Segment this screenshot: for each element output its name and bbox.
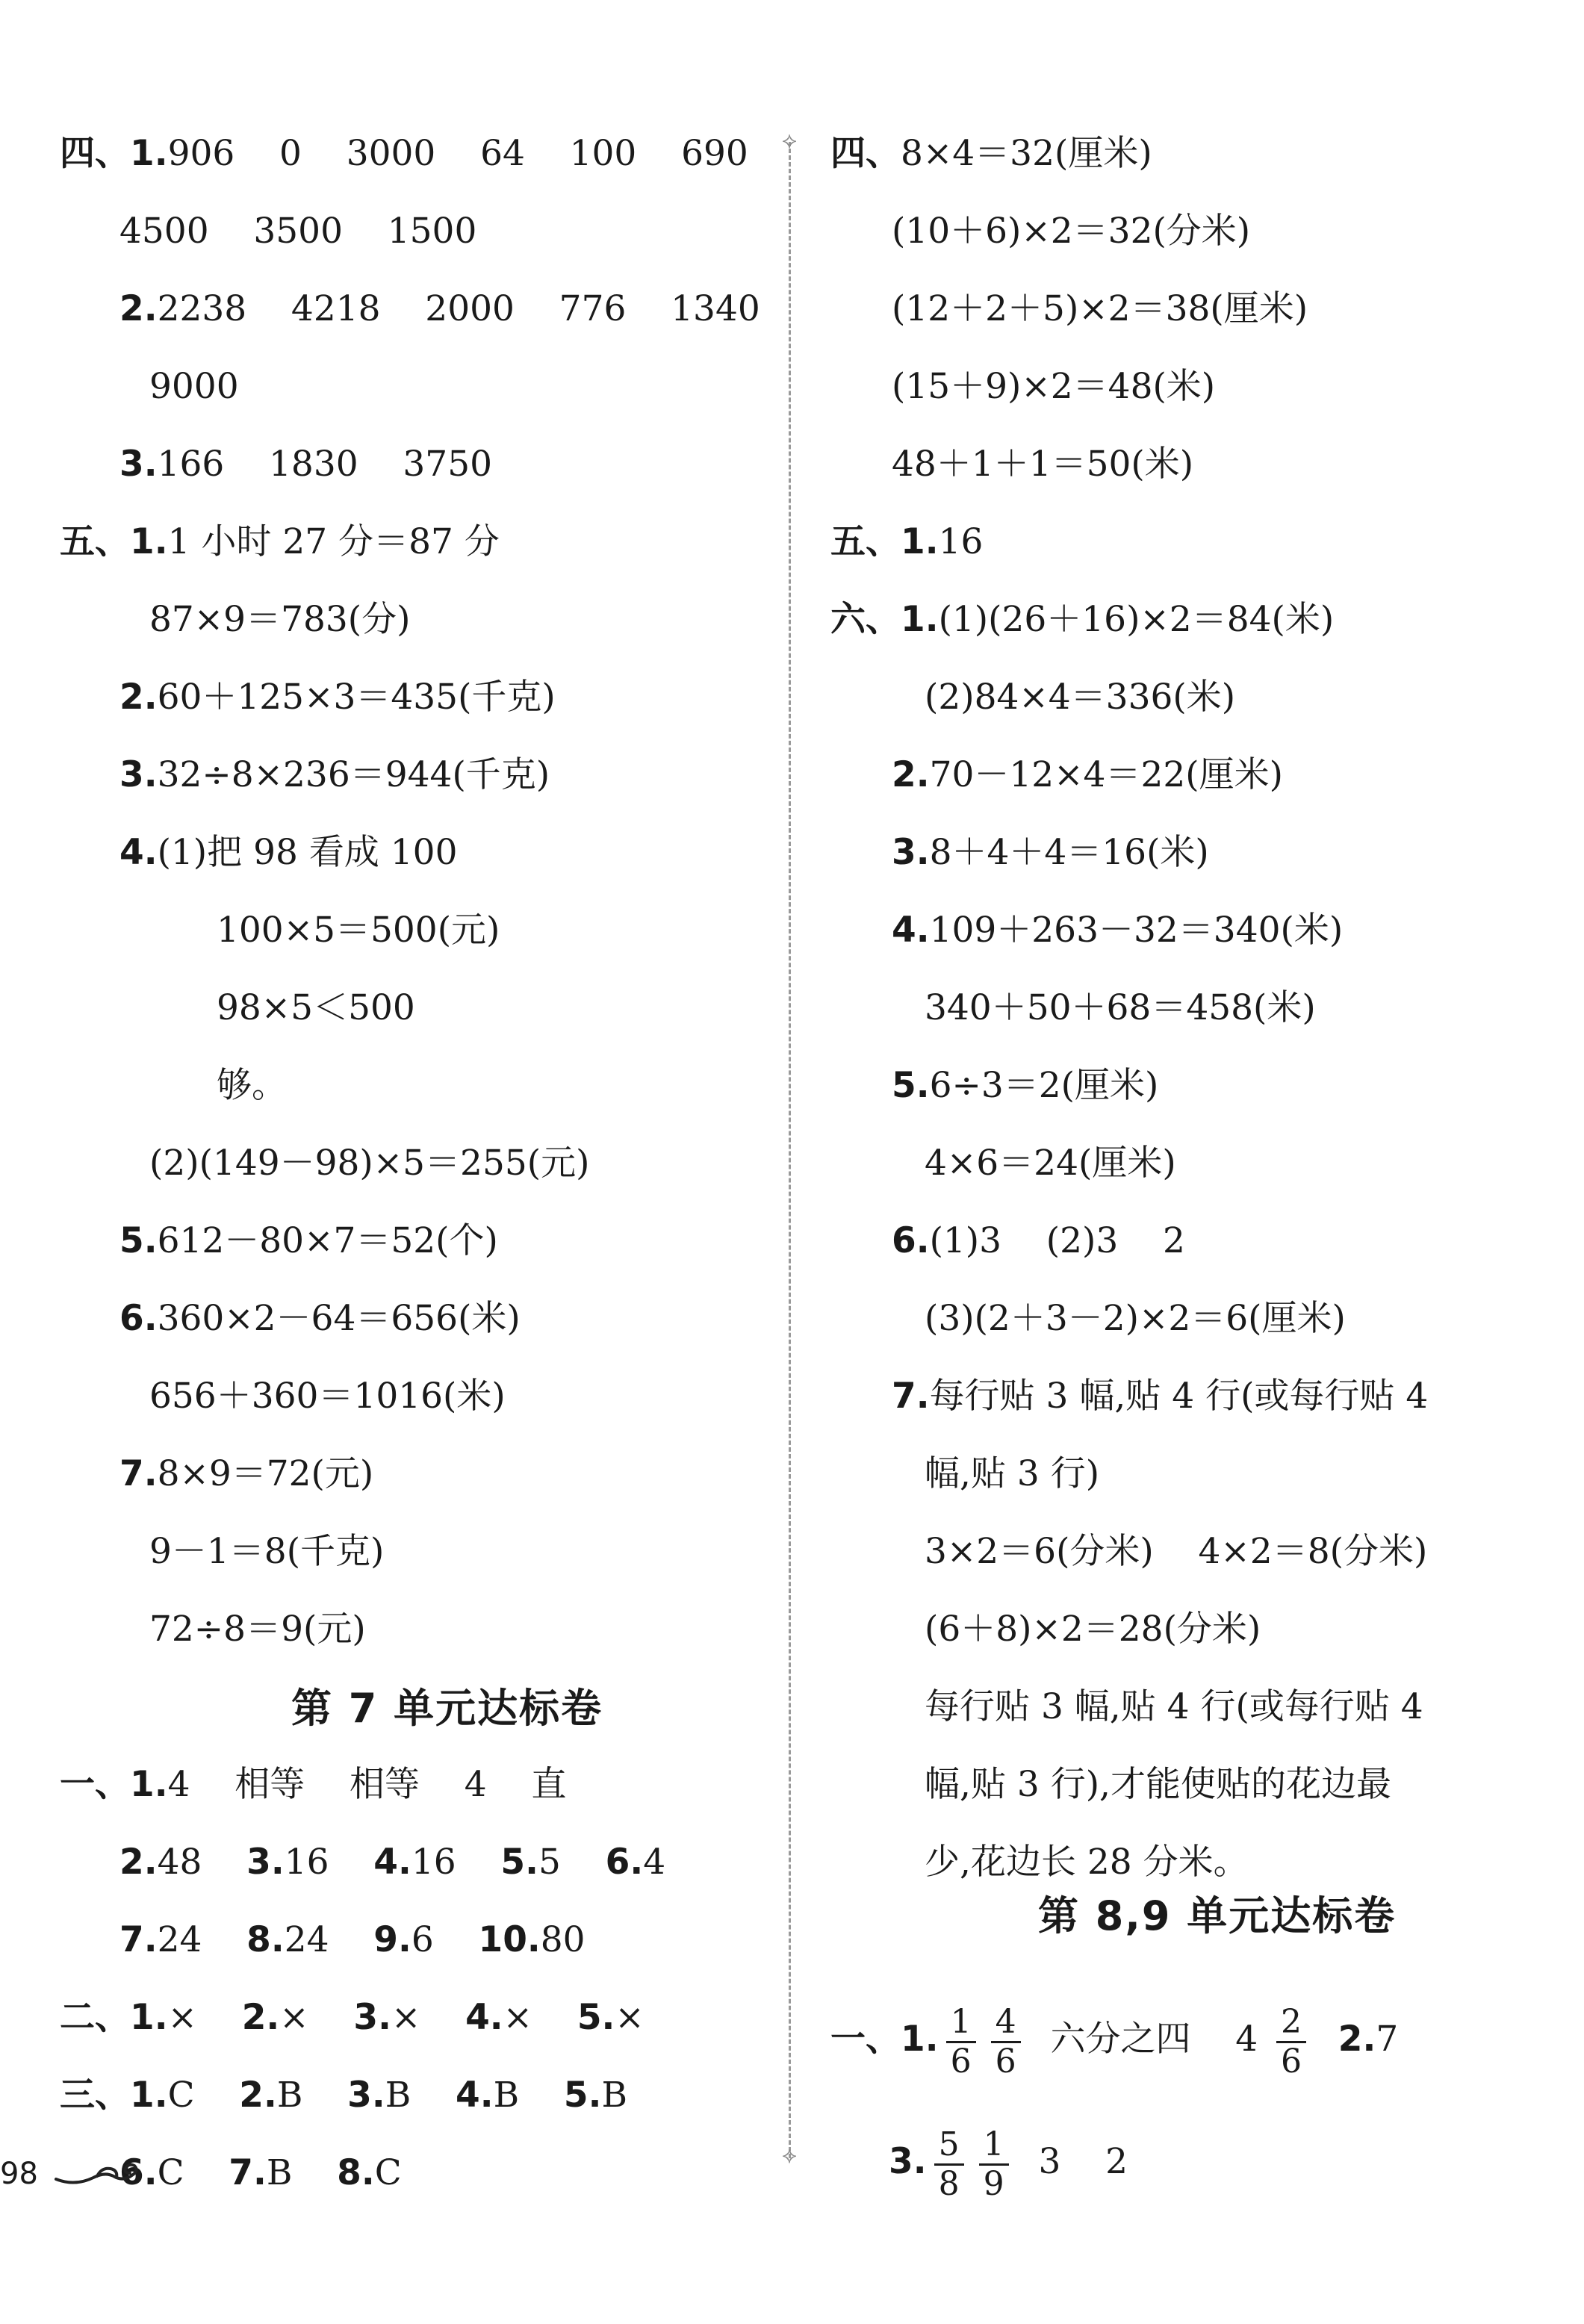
answer-line [925,1607,1261,1652]
answer-text: 每行贴 3 幅,贴 4 行(或每行贴 4 [929,1376,1429,1417]
answer-text: 8×4＝32(厘米) [901,133,1152,174]
answer-line [119,753,550,798]
answer-line [60,131,748,176]
fraction [991,2004,1021,2081]
answer-text: 5 [538,1842,606,1883]
item-number: 7. [119,1453,158,1494]
answer-line [892,364,1215,409]
answer-line [217,986,415,1031]
section-heading: 第 7 单元达标卷 [291,1685,603,1732]
answer-line [892,442,1193,487]
answer-text: 70－12×4＝22(厘米) [929,754,1283,795]
answer-text: 9－1＝8(千克) [149,1531,385,1572]
answer-text: (1)把 98 看成 100 [157,832,458,873]
answer-text: 48＋1＋1＝50(米) [892,444,1194,485]
item-number: 2. [239,2075,277,2116]
item-number: 3. [246,1842,285,1883]
answer-line [119,442,492,487]
answer-line [149,597,410,642]
item-number: 3. [889,2141,927,2182]
answer-text: 够。 [217,1065,287,1106]
divider-ornament-top-icon: ⟡ [782,128,797,154]
answer-line [119,1840,665,1885]
item-number: 5. [563,2075,602,2116]
answer-line [60,1762,566,1807]
answer-line [925,675,1235,720]
answer-line [830,131,1152,176]
answer-line [119,1452,373,1497]
answer-line [149,1607,366,1652]
answer-line [119,675,556,720]
answer-text: 24 [284,1919,374,1960]
fraction [934,2126,964,2203]
answer-text: 4500 3500 1500 [119,211,477,252]
fraction-denominator: 9 [983,2164,1004,2203]
answer-text: 4 相等 相等 4 直 [167,1764,567,1805]
answer-text: 166 1830 3750 [157,444,493,485]
answer-text: × [615,1997,645,2038]
fraction-numerator: 2 [1276,2004,1306,2043]
answer-text: 少,花边长 28 分米。 [925,1842,1249,1883]
answer-line [830,520,983,565]
item-number: 4. [456,2075,494,2116]
answer-line [60,2073,627,2118]
answer-text: (3)(2＋3－2)×2＝6(厘米) [925,1298,1346,1339]
answer-text: 幅,贴 3 行) [925,1453,1100,1494]
answer-line [149,1141,589,1186]
answer-text: 8×9＝72(元) [157,1453,374,1494]
answer-line [892,753,1283,798]
answer-text: B [493,2075,564,2116]
item-number: 2. [1314,2019,1376,2060]
answer-line [830,597,1334,642]
answer-line [60,1995,645,2040]
answer-text: 80 [540,1919,586,1960]
divider-ornament-bottom-icon: ⟡ [782,2143,797,2169]
fraction [979,2126,1009,2203]
answer-text: 16 [284,1842,374,1883]
answer-line [892,1374,1428,1419]
item-number: 7. [119,1919,158,1960]
section-heading: 第 8,9 单元达标卷 [1038,1892,1397,1939]
answer-text: 360×2－64＝656(米) [157,1298,521,1339]
answer-line [119,830,457,875]
answer-line [217,908,500,953]
answer-line [60,520,500,565]
answer-line [892,209,1250,254]
answer-line [892,287,1308,332]
answer-line [925,1840,1249,1885]
answer-text: 16 [938,521,984,562]
item-number: 8. [337,2152,375,2193]
answer-text: 8＋4＋4＝16(米) [929,832,1209,873]
item-number: 6. [892,1220,930,1261]
answer-line [119,287,760,332]
answer-text: (2)84×4＝336(米) [925,677,1236,718]
answer-line [119,1296,521,1341]
item-number: 2. [119,677,158,718]
item-number: 9. [373,1919,411,1960]
answer-line [149,364,239,409]
item-number: 四、1. [60,133,168,174]
answer-text: 16 [411,1842,501,1883]
item-number: 4. [892,910,930,951]
answer-text: 340＋50＋68＝458(米) [925,987,1316,1028]
answer-line [149,1374,506,1419]
answer-text: 100×5＝500(元) [217,910,500,951]
answer-text: 612－80×7＝52(个) [157,1220,498,1261]
answer-text: 7 [1376,2019,1399,2060]
answer-text: (2)(149－98)×5＝255(元) [149,1143,590,1184]
item-number: 6. [119,1298,158,1339]
item-number: 二、1. [60,1997,168,2038]
answer-line [119,1219,498,1264]
answer-line [925,986,1316,1031]
answer-line [892,830,1209,875]
item-number: 6. [605,1842,644,1883]
item-number: 2. [119,1842,158,1883]
answer-line [119,2151,402,2196]
answer-text: B [385,2075,456,2116]
item-number: 3. [119,444,158,485]
item-number: 一、1. [830,2019,939,2060]
answer-text: (12＋2＋5)×2＝38(厘米) [892,288,1308,329]
answer-text: (1)(26＋16)×2＝84(米) [938,599,1335,640]
fraction-denominator: 6 [1281,2042,1302,2081]
answer-text: (10＋6)×2＝32(分米) [892,211,1251,252]
answer-text: 6 [411,1919,479,1960]
answer-line [892,908,1343,953]
item-number: 7. [229,2152,267,2193]
answer-text: × [391,1997,466,2038]
answer-text: 72÷8＝9(元) [149,1609,366,1650]
answer-text: × [167,1997,242,2038]
answer-text: × [503,1997,577,2038]
fraction [946,2004,976,2081]
item-number: 3. [347,2075,385,2116]
answer-text: 幅,贴 3 行),才能使贴的花边最 [925,1764,1391,1805]
answer-text: (6＋8)×2＝28(分米) [925,1609,1261,1650]
answer-text: B [266,2152,338,2193]
answer-text: 87×9＝783(分) [149,599,411,640]
answer-text: (1)3 (2)3 2 [929,1220,1185,1261]
item-number: 5. [892,1065,930,1106]
answer-text: 每行贴 3 幅,贴 4 行(或每行贴 4 [925,1686,1423,1727]
answer-text: C [167,2075,240,2116]
answer-text: 906 0 3000 64 100 690 [167,133,748,174]
item-number: 4. [373,1842,411,1883]
item-number: 六、1. [830,599,939,640]
item-number: 5. [577,1997,615,2038]
fraction-denominator: 8 [938,2164,960,2203]
answer-text: 3×2＝6(分米) 4×2＝8(分米) [925,1531,1428,1572]
fraction-numerator: 1 [946,2004,976,2043]
item-number: 8. [246,1919,285,1960]
item-number: 5. [500,1842,538,1883]
answer-line [892,1063,1158,1108]
answer-text: C [157,2152,229,2193]
answer-line [925,1529,1427,1574]
answer-text: 48 [157,1842,247,1883]
item-number: 一、1. [60,1764,168,1805]
answer-line [217,1063,287,1108]
answer-text: 1 小时 27 分＝87 分 [167,521,500,562]
answer-line [119,1918,586,1963]
item-number: 五、1. [830,521,939,562]
answer-text: (15＋9)×2＝48(米) [892,366,1216,407]
fraction-numerator: 4 [991,2004,1021,2043]
item-number: 4. [119,832,158,873]
item-number: 3. [892,832,930,873]
answer-line [925,1141,1176,1186]
answer-text: 109＋263－32＝340(米) [929,910,1344,951]
column-divider [789,142,791,2158]
answer-text: 60＋125×3＝435(千克) [157,677,556,718]
answer-text: 98×5＜500 [217,987,415,1028]
answer-text: 2238 4218 2000 776 1340 [157,288,760,329]
answer-line [119,209,476,254]
item-number: 5. [119,1220,158,1261]
answer-text: B [276,2075,348,2116]
item-number: 2. [892,754,930,795]
answer-line [149,1529,384,1574]
fraction-denominator: 6 [950,2042,972,2081]
item-number: 7. [892,1376,930,1417]
answer-text: 六分之四 4 [1028,2019,1270,2060]
answer-text: 3 2 [1016,2141,1128,2182]
fraction-numerator: 1 [979,2126,1009,2166]
answer-text: 24 [157,1919,247,1960]
answer-line [925,1296,1346,1341]
fraction [1276,2004,1306,2081]
answer-line [892,1219,1185,1264]
answer-line-fractions [889,2121,1128,2203]
page-number: 98 [0,2157,38,2191]
answer-text: 6÷3＝2(厘米) [929,1065,1159,1106]
cloud-ornament-icon [52,2157,142,2194]
item-number: 4. [465,1997,503,2038]
answer-text: × [279,1997,354,2038]
answer-line [925,1762,1391,1807]
answer-text: B [601,2075,628,2116]
answer-text: 4 [643,1842,666,1883]
fraction-numerator: 5 [934,2126,964,2166]
answer-text: 4×6＝24(厘米) [925,1143,1176,1184]
item-number: 10. [478,1919,541,1960]
answer-line [925,1452,1099,1497]
item-number: 2. [119,288,158,329]
answer-text: 9000 [149,366,239,407]
item-number: 6. [119,2152,158,2193]
answer-line-fractions [830,1998,1398,2081]
fraction-denominator: 6 [995,2042,1016,2081]
answer-line [925,1685,1423,1730]
item-number: 2. [241,1997,280,2038]
item-number: 三、1. [60,2075,168,2116]
item-number: 3. [119,754,158,795]
item-number: 四、 [830,133,901,174]
item-number: 五、1. [60,521,168,562]
answer-text: 32÷8×236＝944(千克) [157,754,550,795]
answer-text: C [374,2152,402,2193]
item-number: 3. [353,1997,391,2038]
answer-text: 656＋360＝1016(米) [149,1376,506,1417]
